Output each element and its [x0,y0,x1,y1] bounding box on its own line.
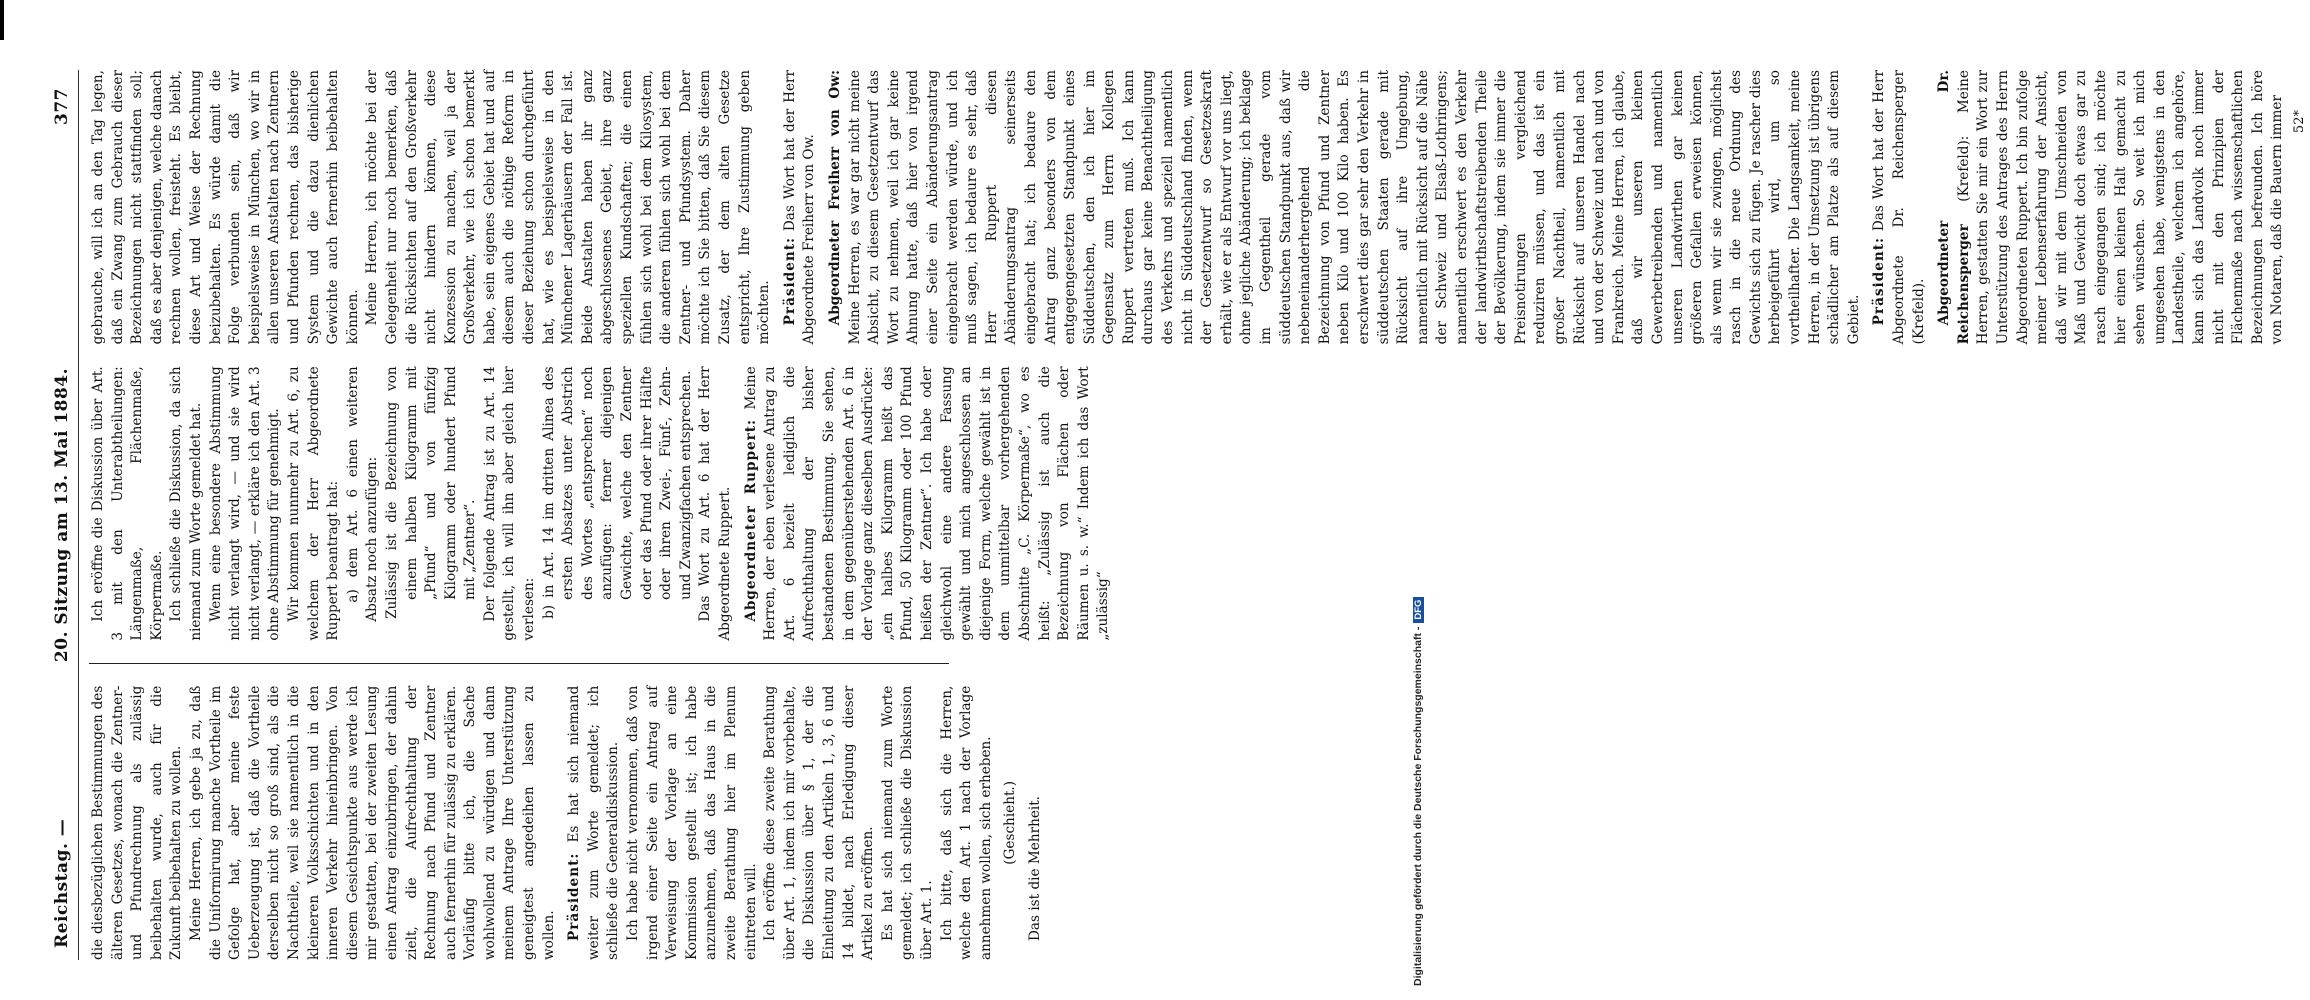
stage-direction: (Geschieht.) [1002,780,1019,865]
paragraph: Das Wort zu Art. 6 hat der Herr Abgeordnete Ruppert. [697,366,733,641]
paragraph: Es hat sich niemand zum Worte gemeldet; ich schließe die Diskussion über Art. 1. [879,685,935,960]
paragraph [565,686,624,960]
quoted-amendment: Zulässig ist die Bezeichnung von einem halben Kilogramm mit „Pfund“ und von fünfzig Kilogramm oder hundert Pfund mit „Zentner“. [383,366,479,619]
paragraph: Der folgende Antrag ist zu Art. 14 gestellt, ich will ihn aber gleich hier verlesen: [481,366,538,641]
paragraph: Ich eröffne die Diskussion über Art. 3 mit den Unterabtheilungen: Längenmaße, Flächenmaße, Körpermaße. [90,366,165,641]
paragraph [781,70,820,344]
credit-text: Digitalisierung gefördert durch die Deutsche Forschungsgemeinschaft - [1412,626,1424,986]
speaker-label: Präsident: [781,236,798,326]
column-1 [89,685,1043,960]
running-header [52,70,79,960]
speaker-label: Präsident: [1871,236,1888,326]
paragraph: die diesbezüglichen Bestimmungen des älteren Gesetzes, wonach die Zentner- und Pfundrechnung als zulässig beibehalten wurde, auch für die Zukunft beibehalten zu wollen. [90,685,185,960]
page-number: 377 [52,88,72,125]
column-rule [89,663,949,664]
speaker-label: Abgeordneter Freiherr von Ow: [826,70,843,326]
speech-text: Das Wort hat der Herr Abgeordnete Dr. Reichensperger (Krefeld). [1871,70,1927,345]
speaker-label: Präsident: [566,852,583,941]
column-3 [89,70,2307,345]
header-left: Reichstag. — [52,818,72,948]
paragraph: Ich schließe die Diskussion, da sich niemand zum Worte gemeldet hat. [168,366,204,641]
paragraph: Ich habe nicht vernommen, daß von irgend einer Seite ein Antrag auf Verweisung der Vorlage an eine Kommission gestellt ist; ich habe anzunehmen, daß das Haus in die zweite Berathung hier im Plenum eintreten will. [625,685,759,960]
paragraph [1870,70,1929,344]
speaker-label: Abgeordneter Dr. Reichensperger [1936,70,1972,345]
header-title: 20. Sitzung am 13. Mai 1884. [52,367,72,663]
signature-mark: 52* [2291,110,2307,134]
paragraph: Wenn eine besondere Abstimmung nicht verlangt wird, — und sie wird nicht verlangt, — erkläre ich den Art. 3 ohne Abstimmung für genehmigt. [207,366,283,641]
speech-text: Das Wort hat der Herr Abgeordnete Freiherr von Ow. [781,70,818,345]
speech-text: Meine Herren, der eben verlesene Antrag zu Art. 6 bezielt lediglich die Aufrechthaltung der bisher bestandenen Bestimmung. Sie sehen, in dem gegenüberstehenden Art. 6 in der Vorlage ganz dieselben Ausdrücke: „ein halbes Kilogramm heißt das Pfund, 50 Kilogramm oder 100 Pfund heißen der Zentner“. Ich habe oder gleichwohl eine andere Fassung gewählt und mich angeschlossen an diejenige Form, welche gewählt ist in dem unmittelbar vorhergehenden Abschnitte „C. Körpermaße“, wo es heißt: „Zulässig ist auch die Bezeichnung von Flächen oder Räumen u. s. w.“ Indem ich das Wort „zulässig“ [742,366,1112,641]
paragraph: Ich eröffne diese zweite Berathung über Art. 1, indem ich mir vorbehalte, die Diskussion über § 1, der die Einleitung zu den Artikeln 1, 3, 6 und 14 bildet, nach Erledigung dieser Artikel zu eröffnen. [762,685,877,960]
paragraph: a) dem Art. 6 einen weiteren Absatz noch anzufügen: [344,366,381,622]
paragraph [742,366,1114,640]
paragraph: Meine Herren, ich gebe ja zu, daß die Uniformirung manche Vortheile im Gefolge hat, aber meine feste Ueberzeugung ist, daß die Vortheile derselben nicht so groß sind, als die Nachtheile, weil sie namentlich in die kleineren Volksschichten und in den inneren Verkehr hineinbringen. Von diesem Gesichtspunkte aus werde ich mir gestatten, bei der zweiten Lesung einen Antrag einzubringen, der dahin zielt, die Aufrechthaltung der Rechnung nach Pfund und Zentner auch fernerhin für zulässig zu erklären. Vorläufig bitte ich, die Sache wohlwollend zu würdigen und dann meinem Antrage Ihre Unterstützung geneigtest angedeihen lassen zu wollen. [187,685,557,960]
paragraph [826,70,1864,344]
dfg-logo: DFG [1413,597,1424,623]
paragraph: Wir kommen nunmehr zu Art. 6, zu welchem der Herr Abgeordnete Ruppert beantragt hat: [285,366,342,641]
paragraph: Meine Herren, ich möchte bei der Gelegenheit nur noch bemerken, daß die Rücksichten auf den Großverkehr nicht hindern können, diese Konzession zu machen, weil ja der Großverkehr, wie ich schon bemerkt habe, sein eigenes Gebiet hat und auf diesem auch die nöthige Reform in dieser Beziehung schon durchgeführt hat, wie es beispielsweise in den Münchener Lagerhäusern der Fall ist. Beide Anstalten haben ihr ganz abgeschlossenes Gebiet, ihre ganz speziellen Kundschaften; die einen fühlen sich wohl bei dem Kilosystem, die anderen fühlen sich wohl bei dem Zentner- und Pfundsystem. Daher möchte ich Sie bitten, daß Sie diesem Zusatz, der dem alten Gesetze entspricht, Ihre Zustimmung geben möchten. [364,70,773,345]
paragraph: gebrauche, will ich an den Tag legen, daß ein Zwang zum Gebrauch dieser Bezeichnungen nicht stattfinden soll; daß es aber denjenigen, welche danach rechnen wollen, freisteht. Es bleibt, diese Art und Weise der Rechnung beizubehalten. Es würde damit die Folge verbunden sein, daß wir beispielsweise in München, wo wir in allen unseren Anstalten nach Zentnern und Pfunden rechnen, das bisherige System und die dazu dienlichen Gewichte auch fernerhin beibehalten können. [90,70,361,345]
quoted-amendment: b) in Art. 14 im dritten Alinea des ersten Absatzes unter Abstrich des Wortes „entsprechen“ noch anzufügen: ferner diejenigen Gewichte, welche den Zentner oder das Pfund oder ihrer Hälfte oder ihren Zwei-, Fünf-, Zehn- und Zwanzigfachen entsprechen. [540,366,694,619]
speech-text: Meine Herren, es war gar nicht meine Absicht, zu diesem Gesetzentwurf das Wort zu nehmen, weil ich gar keine Ahnung hatte, daß hier von irgend einer Seite ein Abänderungsantrag eingebracht werden würde, und ich muß sagen, ich bedaure es sehr, daß Herr Ruppert diesen Abänderungsantrag seinerseits eingebracht hat; ich bedaure den Antrag ganz besonders von dem entgegengesetzten Standpunkt eines Süddeutschen, den ich hier im Gegensatz zum Herrn Kollegen Ruppert vertreten muß. Ich kann durchaus gar keine Benachtheiligung des Verkehrs und speziell namentlich nicht in Süddeutschland finden, wenn der Gesetzentwurf so Gesetzeskraft erhält, wie er als Entwurf vor uns liegt, ohne jegliche Abänderung; ich beklage im Gegentheil gerade vom süddeutschen Standpunkt aus, daß wir nebeneinanderhergehend die Bezeichnung von Pfund und Zentner neben Kilo und 100 Kilo haben. Es erschwert dies gar sehr den Verkehr in süddeutschen Staaten gerade mit Rücksicht auf ihre Umgebung, namentlich mit Rücksicht auf die Nähe der Schweiz und Elsaß-Lothringens; namentlich erschwert es den Verkehr der landwirthschaftstreibenden Theile der Bevölkerung, indem sie immer die Preisnotirungen vergleichend reduziren müssen, und das ist ein großer Nachtheil, namentlich mit Rücksicht auf unseren Handel nach und von der Schweiz und nach und von Frankreich. Meine Herren, ich glaube, daß wir unseren kleinen Gewerbetreibenden und namentlich unseren Landwirthen gar keinen größeren Gefallen erweisen können, als wenn wir sie zwingen, möglichst rasch in die neue Ordnung des Gewichts sich zu fügen. Je rascher dies herbeigeführt wird, um so vortheilhafter. Die Langsamkeit, meine Herren, in der Umsetzung ist übrigens schädlicher am Platze als auf diesem Gebiet. [846,70,1862,345]
column-2 [89,366,1112,641]
speech-text: (Krefeld): Meine Herren, gestatten Sie mir ein Wort zur Unterstützung des Antrages des Herrn Abgeordneten Ruppert. Ich bin zufolge meiner Lebenserfahrung der Ansicht, daß wir mit dem Umschneiden von Maß und Gewicht doch etwas gar zu rasch eingegangen sind; ich möchte hier einen kleinen Halt gemacht zu sehen wünschen. So weit ich mich umgesehen habe, wenigstens in den Landestheile, welchem ich angehöre, kann sich das Landvolk noch immer nicht mit den Prinzipien der Flächenmaße nach wissenschaftlichen Bezeichnungen befreunden. Ich höre von Notaren, daß die Bauern immer [1955,70,2286,345]
speech-text: Es hat sich niemand weiter zum Worte gemeldet; ich schließe die Generaldiskussion. [566,685,622,960]
speaker-label: Abgeordneter Ruppert: [742,418,759,622]
paragraph [1935,70,2288,344]
digitization-credit [1412,597,1424,986]
paragraph: Das ist die Mehrheit. [1026,795,1043,941]
paragraph: Ich bitte, daß sich die Herren, welche den Art. 1 nach der Vorlage annehmen wollen, sich erheben. [938,685,994,960]
